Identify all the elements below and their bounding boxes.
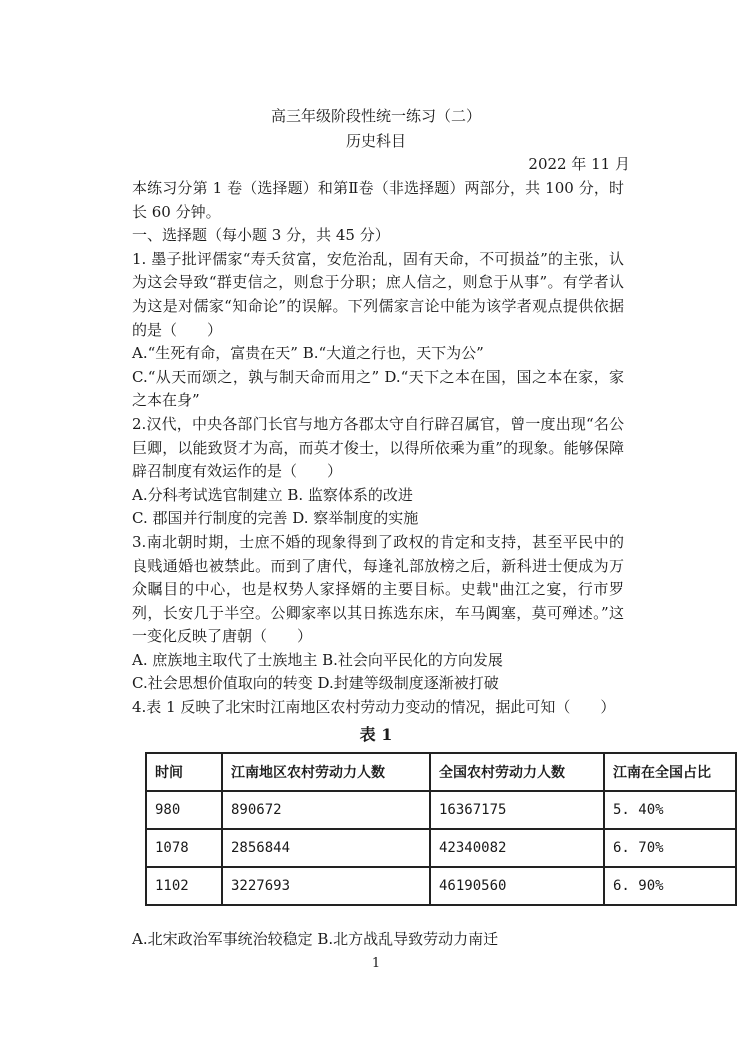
question-4-stem: 4.表 1 反映了北宋时江南地区农村劳动力变动的情况，据此可知（ ）	[132, 698, 616, 717]
table-header-row	[146, 753, 736, 791]
cell-share: 5. 40%	[604, 791, 736, 829]
cell-time: 1102	[146, 867, 222, 905]
cell-share: 6. 90%	[604, 867, 736, 905]
cell-time: 1078	[146, 829, 222, 867]
table-caption: 表 1	[359, 725, 393, 744]
exam-body	[132, 177, 624, 720]
question-1-stem: 1. 墨子批评儒家“寿夭贫富，安危治乱，固有天命，不可损益”的主张，认为这会导致“群吏信之，则怠于分职；庶人信之，则怠于从事”。有学者认为这是对儒家“知命论”的误解。下列儒家言论中能为该学者观点提供依据的是（ ）	[132, 249, 624, 339]
question-1-option-line: A.“生死有命，富贵在天” B.“大道之行也，天下为公”	[132, 344, 484, 363]
question-3-option-line: C.社会思想价值取向的转变 D.封建等级制度逐渐被打破	[132, 674, 499, 693]
labor-table	[145, 752, 737, 906]
col-header-share: 江南在全国占比	[604, 753, 736, 791]
exam-title: 高三年级阶段性统一练习（二）	[270, 107, 481, 125]
page-number: 1	[371, 956, 381, 971]
cell-jiangnan: 890672	[222, 791, 430, 829]
question-2-option-line: A.分科考试选官制建立 B. 监察体系的改进	[132, 485, 413, 504]
cell-time: 980	[146, 791, 222, 829]
col-header-national: 全国农村劳动力人数	[430, 753, 604, 791]
table-row	[146, 829, 736, 867]
col-header-jiangnan: 江南地区农村劳动力人数	[222, 753, 430, 791]
question-3-stem: 3.南北朝时期，士庶不婚的现象得到了政权的肯定和支持，甚至平民中的良贱通婚也被禁此。而到了唐代，每逢礼部放榜之后，新科进士便成为万众瞩目的中心，也是权势人家择婿的主要目标。史载"曲江之宴，行市罗列，长安几于半空。公卿家率以其日拣选东床，车马阗塞，莫可殚述。”这一变化反映了唐朝（ ）	[132, 532, 624, 646]
cell-national: 16367175	[430, 791, 604, 829]
cell-national: 46190560	[430, 867, 604, 905]
question-4-options: A.北宋政治军事统治较稳定 B.北方战乱导致劳动力南迁	[132, 930, 499, 948]
question-2-stem: 2.汉代，中央各部门长官与地方各郡太守自行辟召属官，曾一度出现“名公巨卿，以能致贤才为高，而英才俊士，以得所依乘为重”的现象。能够保障辟召制度有效运作的是（ ）	[132, 414, 624, 481]
cell-jiangnan: 3227693	[222, 867, 430, 905]
col-header-time: 时间	[146, 753, 222, 791]
exam-date: 2022 年 11 月	[528, 155, 630, 173]
cell-share: 6. 70%	[604, 829, 736, 867]
table-row	[146, 867, 736, 905]
cell-national: 42340082	[430, 829, 604, 867]
section-heading: 一、选择题（每小题 3 分，共 45 分）	[132, 226, 390, 245]
question-1-option-line: C.“从天而颂之，孰与制天命而用之” D.“天下之本在国，国之本在家，家之本在身”	[132, 367, 624, 410]
table-row	[146, 791, 736, 829]
question-3-option-line: A. 庶族地主取代了士族地主 B.社会向平民化的方向发展	[132, 650, 503, 669]
exam-subject: 历史科目	[345, 132, 406, 150]
question-2-option-line: C. 郡国并行制度的完善 D. 察举制度的实施	[132, 509, 419, 528]
intro-text: 本练习分第 1 卷（选择题）和第Ⅱ卷（非选择题）两部分，共 100 分，时长 60 分钟。	[132, 179, 624, 221]
cell-jiangnan: 2856844	[222, 829, 430, 867]
